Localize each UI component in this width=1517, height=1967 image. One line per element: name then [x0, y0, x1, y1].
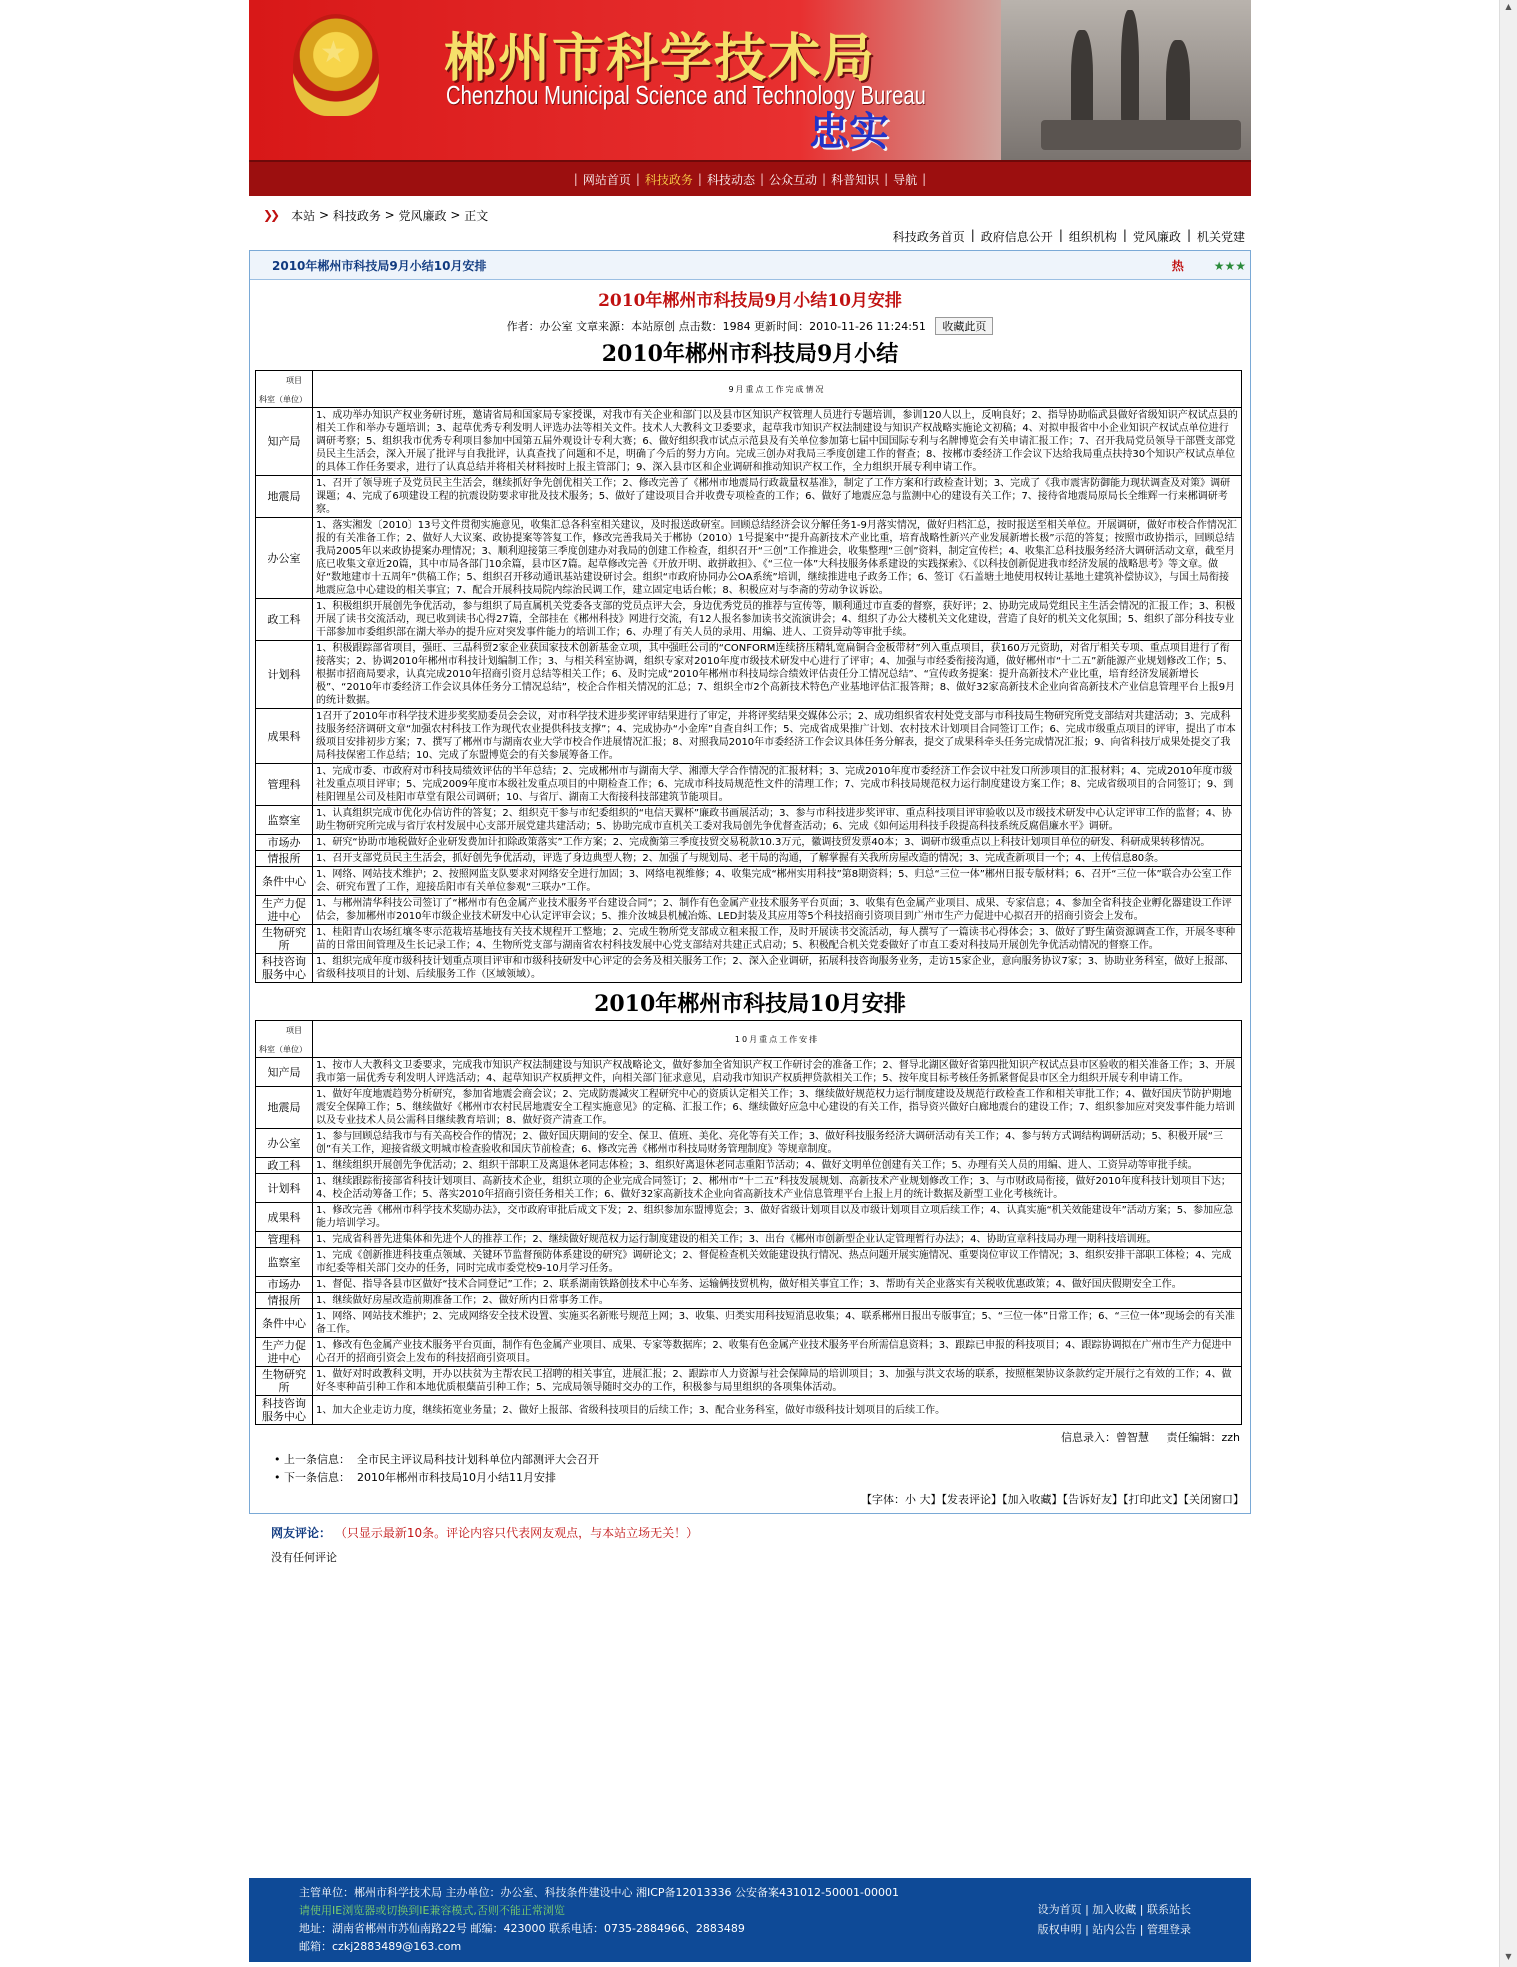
row-text: 1、继续跟踪衔接部省科技计划项目、高新技术企业，组织立项的企业完成合同签订；2、郴州市“十二五”科技发展规划、高新技术产业规划修改工作；3、与市财政局衔接，做好2010年度科技计划项目下达；4、校企活动筹备工作；5、落实2010年招商引资任务相关工作；6、做好32家高新技术企业向省高新技术产业信息管理平台上报上月的统计数据及新型工业化考核统计。	[313, 1174, 1242, 1203]
nav-news[interactable]: 科技动态	[706, 172, 755, 187]
article-title: 2010年郴州市科技局9月小结10月安排	[598, 291, 902, 311]
table-row	[256, 1232, 1242, 1248]
subnav-org[interactable]: 组织机构	[1068, 230, 1117, 244]
nav-home[interactable]: 网站首页	[582, 172, 631, 187]
table-row	[256, 518, 1242, 599]
table-row	[256, 806, 1242, 835]
table-column-header: 10月重点工作安排	[313, 1021, 1242, 1058]
table-row	[256, 1248, 1242, 1277]
table-row	[256, 1174, 1242, 1203]
site-footer	[249, 1878, 1251, 1962]
subnav-clean[interactable]: 党风廉政	[1132, 230, 1181, 244]
table-header-row	[256, 1021, 1242, 1058]
article-meta	[250, 317, 1250, 335]
row-dept: 办公室	[256, 518, 313, 599]
nav-gov[interactable]: 科技政务	[644, 172, 693, 187]
row-dept: 计划科	[256, 641, 313, 709]
footer-line-1: 主管单位：郴州市科学技术局 主办单位：办公室、科技条件建设中心 湘ICP备12013336 公安备案431012-50001-00001	[299, 1886, 899, 1899]
table-row	[256, 641, 1242, 709]
row-text: 1召开了2010年市科学技术进步奖奖励委员会会议，对市科学技术进步奖评审结果进行了审定，并将评奖结果交媒体公示；2、成功组织省农村处党支部与市科技局生物研究所党支部结对共建活动；3、完成科技服务经济调研文章“加强农村科技工作为现代农业提供科技支撑”；4、完成协办“小金库”自查自纠工作；5、完成省成果推广计划、农村技术计划项目合同签订工作；6、完成市级重点项目的评审，提出了市本级项目安排初步方案；7、撰写了郴州市与湖南农业大学市校合作进展情况汇报；8、对照我局2010年市委经济工作会议具体任务分解表，提交了成果科牵头任务完成情况汇报；9、向省科技厅成果处提交了我局科技保密工作总结；10、完成了东盟博览会的有关参展筹备工作。	[313, 709, 1242, 764]
sub-nav: 科技政务首页 | 政府信息公开 | 组织机构 | 党风廉政 | 机关党建	[249, 228, 1251, 246]
row-text: 1、召开了领导班子及党员民主生活会，继续抓好争先创优相关工作；2、修改完善了《郴州市地震局行政裁量权基准》，制定了工作方案和行政检查计划；3、完成了《我市震害防御能力现状调查及对策》调研课题；4、完成了6项建设工程的抗震设防要求审批及技术服务；5、做好了建设项目合并收费专项检查的工作；6、做好了地震应急与监测中心的建设有关工作；7、接待省地震局原局长全维辉一行来郴调研考察。	[313, 476, 1242, 518]
editor: 责任编辑：zzh	[1166, 1431, 1240, 1444]
table-row	[256, 476, 1242, 518]
close-window-tool[interactable]: 【关闭窗口】	[1183, 1493, 1244, 1506]
no-comments: 没有任何评论	[271, 1551, 337, 1564]
table-row	[256, 1158, 1242, 1174]
table-row	[256, 1338, 1242, 1367]
sept-rows	[256, 408, 1242, 983]
row-text: 1、参与回顾总结我市与有关高校合作的情况；2、做好国庆期间的安全、保卫、值班、美化、亮化等有关工作；3、做好科技服务经济大调研活动有关工作；4、参与转方式调结构调研活动；5、积极开展“三创”有关工作，迎接省级文明城市检查验收和国庆节前检查；6、修改完善《郴州市科技局财务管理制度》等规章制度。	[313, 1129, 1242, 1158]
row-text: 1、桂阳青山农场红壤冬枣示范栽培基地技有关技术规程开工整地；2、完成生物所党支部成立租来报工作，及时开展读书交流活动，每人撰写了一篇读书心得体会；3、做好了野生菌资源调查工作，开展冬枣种苗的日常田间管理及生长记录工作；4、生物所党支部与湖南省农村科技发展中心党支部结对共建正式启动；5、积极配合机关党委做好了市直工委对科技局开展创先争优活动情况的督察工作。	[313, 925, 1242, 954]
table-row	[256, 599, 1242, 641]
subnav-info-open[interactable]: 政府信息公开	[980, 230, 1053, 244]
row-dept: 成果科	[256, 1203, 313, 1232]
site-title: 郴州市科学技术局	[444, 28, 877, 89]
next-item: • 下一条信息： 2010年郴州市科技局10月小结11月安排	[274, 1471, 556, 1484]
emblem-star-icon: ★	[320, 35, 347, 70]
row-text: 1、加大企业走访力度，继续拓宽业务量；2、做好上报部、省级科技项目的后续工作；3、配合业务科室，做好市级科技计划项目的后续工作。	[313, 1396, 1242, 1425]
row-text: 1、继续组织开展创先争优活动；2、组织干部职工及离退休老同志体检；3、组织好离退休老同志重阳节活动；4、做好文明单位创建有关工作；5、办理有关人员的用编、进人、工资异动等审批手续。	[313, 1158, 1242, 1174]
row-text: 1、修改完善《郴州市科学技术奖励办法》，交市政府审批后成文下发；2、组织参加东盟博览会；3、做好省级计划项目以及市级计划项目立项后续工作；4、认真实施“机关效能建设年”活动方案；5、参加应急能力培训学习。	[313, 1203, 1242, 1232]
article-meta-text: 作者：办公室 文章来源：本站原创 点击数：1984 更新时间：2010-11-26 11:24:51	[506, 320, 926, 333]
row-text: 1、网络、网站技术维护；2、完成网络安全技术设置、实施买名新账号规范上网；3、收集、归类实用科技短消息收集；4、联系郴州日报出专版事宜；5、“三位一体”日常工作；6、“三位一体”现场会的有关准备工作。	[313, 1309, 1242, 1338]
row-dept: 科技咨询服务中心	[256, 1396, 313, 1425]
table-row	[256, 835, 1242, 851]
table-row	[256, 764, 1242, 806]
row-dept: 条件中心	[256, 1309, 313, 1338]
row-text: 1、完成《创新推进科技重点领域、关键环节监督预防体系建设的研究》调研论文；2、督促检查机关效能建设执行情况、热点问题开展实施情况、重要岗位审议工作情况；3、组织安排干部职工体检；4、完成市纪委等相关部门交办的任务，同时完成市委党校9-10月学习任务。	[313, 1248, 1242, 1277]
row-text: 1、召开支部党员民主生活会，抓好创先争优活动，评选了身边典型人物；2、加强了与规划局、老干局的沟通，了解掌握有关我所房屋改造的情况；3、完成查新项目一个；4、上传信息80条。	[313, 851, 1242, 867]
table-row	[256, 408, 1242, 476]
box-title: 2010年郴州市科技局9月小结10月安排	[272, 258, 487, 273]
row-dept: 政工科	[256, 1158, 313, 1174]
row-text: 1、积极跟踪部省项目，强旺、三晶科贸2家企业获国家技术创新基金立项，其中强旺公司的“CONFORM连续挤压精轧宽扁铜合金板带材”列入重点项目，获160万元资助，对省厅相关专项、重点项目进行了衔接落实；2、协调2010年郴州市科技计划编制工作；3、与相关科室协调，组织专家对2010年度市级技术研发中心进行了评审；4、加强与市经委衔接沟通，做好郴州市“十二五”新能源产业规划修改工作；5、根据市招商局要求，认真完成2010年招商引资月总结等相关工作；6、及时完成“2010年郴州市科技局综合绩效评估责任分工情况总结”、“宣传政务提案：提升高新技术产业比重，培育经济发展新增长极”、“2010年市委经济工作会议具体任务分工情况总结”，校企合作相关情况的汇总；7、组织全市2个高新技术特色产业基地评估汇报答辩；8、做好32家高新技术企业向省高新技术产业信息管理平台上报9月的统计数据。	[313, 641, 1242, 709]
row-text: 1、认真组织完成市优化办信访件的答复；2、组织克干参与市纪委组织的“电信天翼杯”廉政书画展活动；3、参与市科技进步奖评审、重点科技项目评审验收以及市级技术研发中心认定评审工作的监督；4、协助生物研究所完成与省厅农村发展中心支部开展党建共建活动；5、协助完成市直机关工委对我局创先争优督查活动；6、完成《如何运用科技手段提高科技系统反腐倡廉水平》调研。	[313, 806, 1242, 835]
table-row	[256, 1277, 1242, 1293]
sept-table	[255, 370, 1242, 983]
footer-links-2[interactable]: 版权申明 | 站内公告 | 管理登录	[1037, 1923, 1191, 1936]
row-dept: 监察室	[256, 1248, 313, 1277]
breadcrumb-current: 正文	[464, 208, 489, 223]
breadcrumb-gov[interactable]: 科技政务	[332, 208, 381, 223]
page-wrapper	[249, 0, 1251, 1565]
table-row	[256, 1129, 1242, 1158]
table-header-row	[256, 371, 1242, 408]
row-dept: 监察室	[256, 806, 313, 835]
sept-heading: 2010年郴州市科技局9月小结	[601, 341, 899, 367]
double-chevron-icon: ❯❯	[263, 208, 278, 222]
row-dept: 计划科	[256, 1174, 313, 1203]
breadcrumb: ❯❯ 本站 > 科技政务 > 党风廉政 > 正文	[263, 208, 489, 223]
add-favorite-tool[interactable]: 【加入收藏】	[1002, 1493, 1063, 1506]
table-row	[256, 1309, 1242, 1338]
favorite-button[interactable]	[935, 317, 993, 335]
scroll-up-icon[interactable]: ▲	[1505, 2, 1512, 11]
row-dept: 条件中心	[256, 867, 313, 896]
table-row	[256, 1203, 1242, 1232]
row-dept: 地震局	[256, 476, 313, 518]
table-row	[256, 1058, 1242, 1087]
row-dept: 情报所	[256, 851, 313, 867]
subnav-party[interactable]: 机关党建	[1196, 230, 1245, 244]
next-link[interactable]: 2010年郴州市科技局10月小结11月安排	[357, 1471, 556, 1484]
table-row	[256, 851, 1242, 867]
row-dept: 知产局	[256, 1058, 313, 1087]
nav-science[interactable]: 科普知识	[831, 172, 880, 187]
subnav-gov-home[interactable]: 科技政务首页	[892, 230, 965, 244]
entered-by: 信息录入：曾智慧	[1060, 1431, 1149, 1444]
post-comment-tool[interactable]: 【发表评论】	[941, 1493, 1002, 1506]
footer-email: 邮箱：czkj2883489@163.com	[299, 1940, 462, 1953]
table-row	[256, 954, 1242, 983]
row-dept: 成果科	[256, 709, 313, 764]
table-corner: 项目 科室（单位）	[256, 1021, 313, 1058]
vertical-scrollbar[interactable]	[1499, 0, 1517, 1967]
article-box	[249, 250, 1251, 1514]
article-tools	[250, 1491, 1244, 1507]
footer-address: 地址：湖南省郴州市苏仙南路22号 邮编：423000 联系电话：0735-2884966、2883489	[299, 1922, 745, 1935]
favorite-label: 收藏此页	[942, 320, 987, 333]
row-text: 1、继续做好房屋改造前期准备工作；2、做好所内日常事务工作。	[313, 1293, 1242, 1309]
row-dept: 生物研究所	[256, 925, 313, 954]
row-text: 1、研究“协助市地税做好企业研发费加计扣除政策落实”工作方案；2、完成衡第三季度技贸交易税款10.3万元，徽调技贸发票40本；3、调研市级重点以上科技计划项目单位的研发、科研成果转移情况。	[313, 835, 1242, 851]
table-row	[256, 867, 1242, 896]
row-text: 1、网络、网站技术维护；2、按照网监支队要求对网络安全进行加固；3、网络电视维修；4、收集完成“郴州实用科技”第8期资料；5、归总“三位一体”郴州日报专版材料；6、召开“三位一体”联合办公室工作会、研究布置了工作，迎接岳阳市有关单位参观“三联办”工作。	[313, 867, 1242, 896]
row-dept: 生产力促进中心	[256, 1338, 313, 1367]
oct-rows	[256, 1058, 1242, 1425]
scroll-down-icon[interactable]: ▼	[1505, 1952, 1512, 1961]
row-text: 1、督促、指导各县市区做好“技术合同登记”工作；2、联系湖南铁路创技术中心车务、运输俩技贸机构，做好相关事宜工作；3、帮助有关企业落实有关税收优惠政策；4、做好国庆假期安全工作。	[313, 1277, 1242, 1293]
row-dept: 生产力促进中心	[256, 896, 313, 925]
prev-item: • 上一条信息： 全市民主评议局科技计划科单位内部测评大会召开	[274, 1453, 599, 1466]
row-dept: 市场办	[256, 1277, 313, 1293]
article-box-header	[250, 251, 1250, 280]
row-dept: 科技咨询服务中心	[256, 954, 313, 983]
table-row	[256, 1396, 1242, 1425]
comments-header	[271, 1524, 1251, 1541]
row-dept: 管理科	[256, 764, 313, 806]
row-dept: 知产局	[256, 408, 313, 476]
breadcrumb-clean[interactable]: 党风廉政	[398, 208, 447, 223]
print-tool[interactable]: 【打印此文】	[1123, 1493, 1184, 1506]
row-text: 1、成功举办知识产权业务研讨班，邀请省局和国家局专家授课，对我市有关企业和部门以及县市区知识产权管理人员进行专题培训，参训120人以上，反响良好；2、指导协助临武县做好省级知识产权试点县的相关工作和举办专题培训；3、起草优秀专利发明人评选办法等相关文件。技术人大教科文卫委要求，起草我市知识产权法制建设与知识产权战略实施论文初稿；4、对拟申报省中小企业知识产权试点单位进行调研考察；5、组织我市优秀专利项目参加中国第五届外观设计专利大赛；6、做好组织我市试点示范县及有关单位参加第七届中国国际专利与名牌博览会有关申请汇报工作；7、召开我局党员领导干部暨支部党员民主生活会，深入开展了批评与自我批评，认真查找了问题和不足，明确了今后的努力方向。完成三创办对我局三季度创建工作的督查；8、按郴市委经济工作会议下达给我局重点扶持30个知识产权试点单位的具体工作任务要求，进行了认真总结并将相关材料按时上报主管部门；9、深入县市区和企业调研和推动知识产权工作，全力组织开展专利申请工作。	[313, 408, 1242, 476]
rating-stars-icon: ★★★	[1213, 258, 1246, 273]
row-text: 1、修改有色金属产业技术服务平台页面，制作有色金属产业项目、成果、专家等数据库；2、收集有色金属产业技术服务平台所需信息资料；3、跟踪已申报的科技项目；4、跟踪协调拟在广州市生产力促进中心召开的招商引资会上发布的科技招商引资项目。	[313, 1338, 1242, 1367]
oct-heading: 2010年郴州市科技局10月安排	[594, 991, 906, 1017]
table-row	[256, 1087, 1242, 1129]
row-dept: 办公室	[256, 1129, 313, 1158]
prev-next-links	[274, 1451, 1250, 1487]
site-banner	[249, 0, 1251, 160]
row-dept: 政工科	[256, 599, 313, 641]
row-dept: 情报所	[256, 1293, 313, 1309]
row-text: 1、做好对时政教科文明，开办以扶贫为主帮农民工招聘的相关事宜，进展汇报；2、跟踪市人力资源与社会保障局的培训项目；3、加强与洪文农场的联系，按照框架协议条款约定开展行之有效的工作；4、做好冬枣种苗引种工作和本地优质根蘖苗引种工作；5、完成局领导随时交办的工作，积极参与局里组织的各项集体活动。	[313, 1367, 1242, 1396]
row-text: 1、积极组织开展创先争优活动，参与组织了局直属机关党委各支部的党员点评大会，身边优秀党员的推荐与宣传等，顺利通过市直委的督察，获好评；2、协助完成局党组民主生活会情况的汇报工作；3、积极开展了读书交流活动，现已收到读书心得27篇，全部挂在《郴州科技》网进行交流，有12人报名参加读书交流演讲会；4、组织了办公大楼机关文化建设，营造了良好的机关文化氛围；5、组织了部分科技专业干部参加市委组织部在湖大举办的提升应对突发事件能力的培训工作；6、办理了有关人员的录用、用编、进人、工资异动等审批手续。	[313, 599, 1242, 641]
table-row	[256, 1293, 1242, 1309]
row-text: 1、落实湘发〔2010〕13号文件贯彻实施意见，收集汇总各科室相关建议，及时报送政研室。回顾总结经济会议分解任务1-9月落实情况，做好归档汇总，按时报送至相关单位。开展调研，做好市校合作情况汇报的有关准备工作；2、做好人大议案、政协提案等答复工作，修改完善我局关于郴协（2010）1号提案中“提升高新技术产业比重，培育战略性新兴产业发展新增长极”示范的答复；按照市政协指示，回顾总结我局2005年以来政协提案办理情况；3、顺利迎接第三季度创建办对我局的创建工作检查，组织召开“三创”工作推进会，收集整理“三创”资料，制定宣传栏；4、收集汇总科技服务经济大调研活动文章，截至月底已收集文章近20篇，其中市局各部门10余篇，县市区7篇。起草修改完善《开放开明、敢拼敢担》、《“三位一体”大科技服务体系建设的实践探索》、《以科技创新促进我市经济发展的战略思考》等文章。做好“数地建市十五周年”供稿工作；5、组织召开移动通讯基站建设研讨会。组织“市政府协同办公OA系统”培训，继续推进电子政务工作；6、签订《石盖塘土地使用权转让基地土建筑补偿协议》，与国土局衔接地震应急中心建设的相关事宜；7、配合开展科技局院内综治民调工作，建立固定电话台帐；8、积极应对与李斋的劳动争议诉讼。	[313, 518, 1242, 599]
row-dept: 生物研究所	[256, 1367, 313, 1396]
nav-interact[interactable]: 公众互动	[769, 172, 818, 187]
row-dept: 地震局	[256, 1087, 313, 1129]
breadcrumb-home[interactable]: 本站	[291, 208, 316, 223]
site-slogan: 忠实	[809, 108, 889, 155]
site-title-english: Chenzhou Municipal Science and Technology Bureau	[446, 80, 926, 110]
main-nav: | 网站首页 | 科技政务 | 科技动态 | 公众互动 | 科普知识 | 导航 |	[249, 160, 1251, 196]
table-column-header: 9月重点工作完成情况	[313, 371, 1242, 408]
row-dept: 市场办	[256, 835, 313, 851]
comments-label: 网友评论：	[271, 1526, 332, 1540]
table-row	[256, 896, 1242, 925]
tell-friend-tool[interactable]: 【告诉好友】	[1062, 1493, 1123, 1506]
row-text: 1、按市人大教科文卫委要求，完成我市知识产权法制建设与知识产权战略论文，做好参加全省知识产权工作研讨会的准备工作；2、督导北湖区做好省第四批知识产权试点县市区验收的相关准备工作；3、开展我市第一届优秀专利发明人评选活动；4、起草知识产权质押文件，向相关部门征求意见，启动我市知识产权质押贷款相关工作；5、按年度目标考核任务抓紧督促县市区全力组织开展专利申请工作。	[313, 1058, 1242, 1087]
row-text: 1、与郴州清华科技公司签订了“郴州市有色金属产业技术服务平台建设合同”；2、制作有色金属产业技术服务平台页面；3、收集有色金属产业项目、成果、专家信息；4、参加全省科技企业孵化器建设工作评估会，参加郴州市2010年市级企业技术研发中心认定评审会议；5、推介汝城县机械冶炼、LED封装及其应用等5个科技招商引资项目到广州市生产力促进中心拟召开的招商引资会上发布。	[313, 896, 1242, 925]
row-text: 1、完成省科普先进集体和先进个人的推荐工作；2、继续做好规范权力运行制度建设的相关工作；3、出台《郴州市创新型企业认定管理暂行办法》；4、协助宣章科技局办理一期科技培训班。	[313, 1232, 1242, 1248]
comments-note: （只显示最新10条。评论内容只代表网友观点，与本站立场无关！）	[334, 1526, 699, 1540]
record-info	[250, 1429, 1240, 1445]
prev-link[interactable]: 全市民主评议局科技计划科单位内部测评大会召开	[357, 1453, 599, 1466]
oct-table	[255, 1020, 1242, 1425]
footer-browser-warning: 请使用IE浏览器或切换到IE兼容模式,否则不能正常浏览	[299, 1904, 565, 1917]
row-text: 1、完成市委、市政府对市科技局绩效评估的半年总结；2、完成郴州市与湖南大学、湘潭大学合作情况的汇报材料；3、完成2010年度市委经济工作会议中社发口所涉项目的汇报材料；4、完成2010年度市级社发重点项目评审；5、完成2009年度市本级社发重点项目的中期检查工作；6、完成市科技局规范性文件的清理工作；7、完成市科技局规范权力运行制度建设方案工作；8、完成省级项目的合同签订；9、到桂阳锂星公司及桂阳市草堂有限公司调研；10、与省厅、湖南工大衔接科技部建筑节能项目。	[313, 764, 1242, 806]
row-text: 1、组织完成年度市级科技计划重点项目评审和市级科技研发中心评定的会务及相关服务工作；2、深入企业调研，拓展科技咨询服务业务，走访15家企业，意向服务协议7家；3、协助业务科室，做好上报部、省级科技项目的计划、后续服务工作（区域领域）。	[313, 954, 1242, 983]
row-text: 1、做好年度地震趋势分析研究，参加省地震会商会议；2、完成防震减灾工程研究中心的资质认定相关工作；3、继续做好规范权力运行制度建设及规范行政检查工作和相关审批工作；4、做好国庆节防护期地震安全保障工作；5、继续做好《郴州市农村民居地震安全工程实施意见》的定稿、汇报工作；6、继续做好应急中心建设的有关工作，指导资兴做好白廊地震台的建设工作；7、组织参加应对突发事件能力培训以及专业技术人员公需科目继续教育培训；8、做好资产清查工作。	[313, 1087, 1242, 1129]
hot-badge: 热	[1171, 258, 1184, 273]
font-size-tool[interactable]: 【字体：小 大】	[861, 1493, 942, 1506]
table-row	[256, 925, 1242, 954]
table-row	[256, 709, 1242, 764]
table-corner: 项目 科室（单位）	[256, 371, 313, 408]
statue-image	[1001, 0, 1251, 160]
footer-links-1[interactable]: 设为首页 | 加入收藏 | 联系站长	[1037, 1903, 1191, 1916]
row-dept: 管理科	[256, 1232, 313, 1248]
nav-guide[interactable]: 导航	[893, 172, 918, 187]
table-row	[256, 1367, 1242, 1396]
